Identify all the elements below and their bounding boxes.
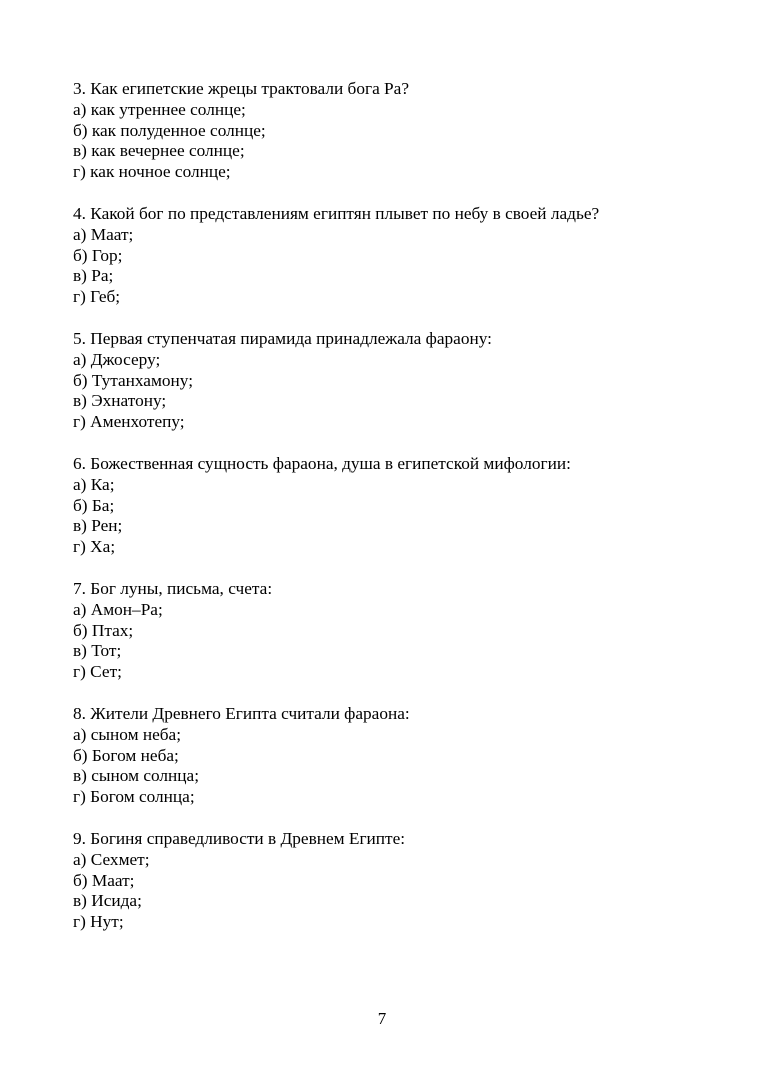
question-6: [73, 454, 693, 558]
answer-option-c: в) Ра;: [73, 266, 114, 286]
answer-option-d: г) Аменхотепу;: [73, 412, 185, 432]
question-text: 9. Богиня справедливости в Древнем Египте:: [73, 828, 406, 848]
answer-option-d: г) Богом солнца;: [73, 787, 195, 807]
question-text: 4. Какой бог по представлениям египтян плывет по небу в своей ладье?: [73, 203, 600, 223]
answer-option-b: б) Маат;: [73, 870, 135, 890]
answer-option-a: а) Ка;: [73, 474, 115, 494]
answer-option-a: а) Маат;: [73, 224, 134, 244]
question-9: [73, 829, 693, 933]
question-8: [73, 704, 693, 808]
answer-option-a: а) как утреннее солнце;: [73, 99, 246, 119]
answer-option-c: в) Исида;: [73, 891, 142, 911]
question-text: 3. Как египетские жрецы трактовали бога Ра?: [73, 79, 410, 98]
answer-option-c: в) сыном солнца;: [73, 766, 200, 786]
question-text: 5. Первая ступенчатая пирамида принадлежала фараону:: [73, 328, 492, 348]
answer-option-d: г) Ха;: [73, 537, 116, 557]
question-list: [73, 79, 693, 954]
question-text: 7. Бог луны, письма, счета:: [73, 578, 273, 598]
question-7: [73, 579, 693, 683]
answer-option-c: в) как вечернее солнце;: [73, 141, 245, 161]
answer-option-a: а) Амон–Ра;: [73, 599, 163, 619]
answer-option-a: а) Сехмет;: [73, 849, 150, 869]
answer-option-b: б) Ба;: [73, 495, 115, 515]
answer-option-b: б) Гор;: [73, 245, 123, 265]
answer-option-d: г) Нут;: [73, 912, 124, 932]
question-3: [73, 79, 693, 183]
answer-option-b: б) как полуденное солнце;: [73, 120, 266, 140]
question-5: [73, 329, 693, 433]
answer-option-d: г) Геб;: [73, 287, 121, 307]
answer-option-a: а) сыном неба;: [73, 724, 182, 744]
answer-option-c: в) Эхнатону;: [73, 391, 167, 411]
answer-option-d: г) Сет;: [73, 662, 122, 682]
question-text: 6. Божественная сущность фараона, душа в египетской мифологии:: [73, 453, 571, 473]
answer-option-d: г) как ночное солнце;: [73, 162, 231, 182]
answer-option-b: б) Тутанхамону;: [73, 370, 194, 390]
answer-option-b: б) Богом неба;: [73, 745, 179, 765]
answer-option-c: в) Тот;: [73, 641, 122, 661]
question-4: [73, 204, 693, 308]
answer-option-c: в) Рен;: [73, 516, 123, 536]
question-text: 8. Жители Древнего Египта считали фараона:: [73, 703, 410, 723]
answer-option-a: а) Джосеру;: [73, 349, 161, 369]
page-number: 7: [377, 1009, 387, 1028]
answer-option-b: б) Птах;: [73, 620, 134, 640]
